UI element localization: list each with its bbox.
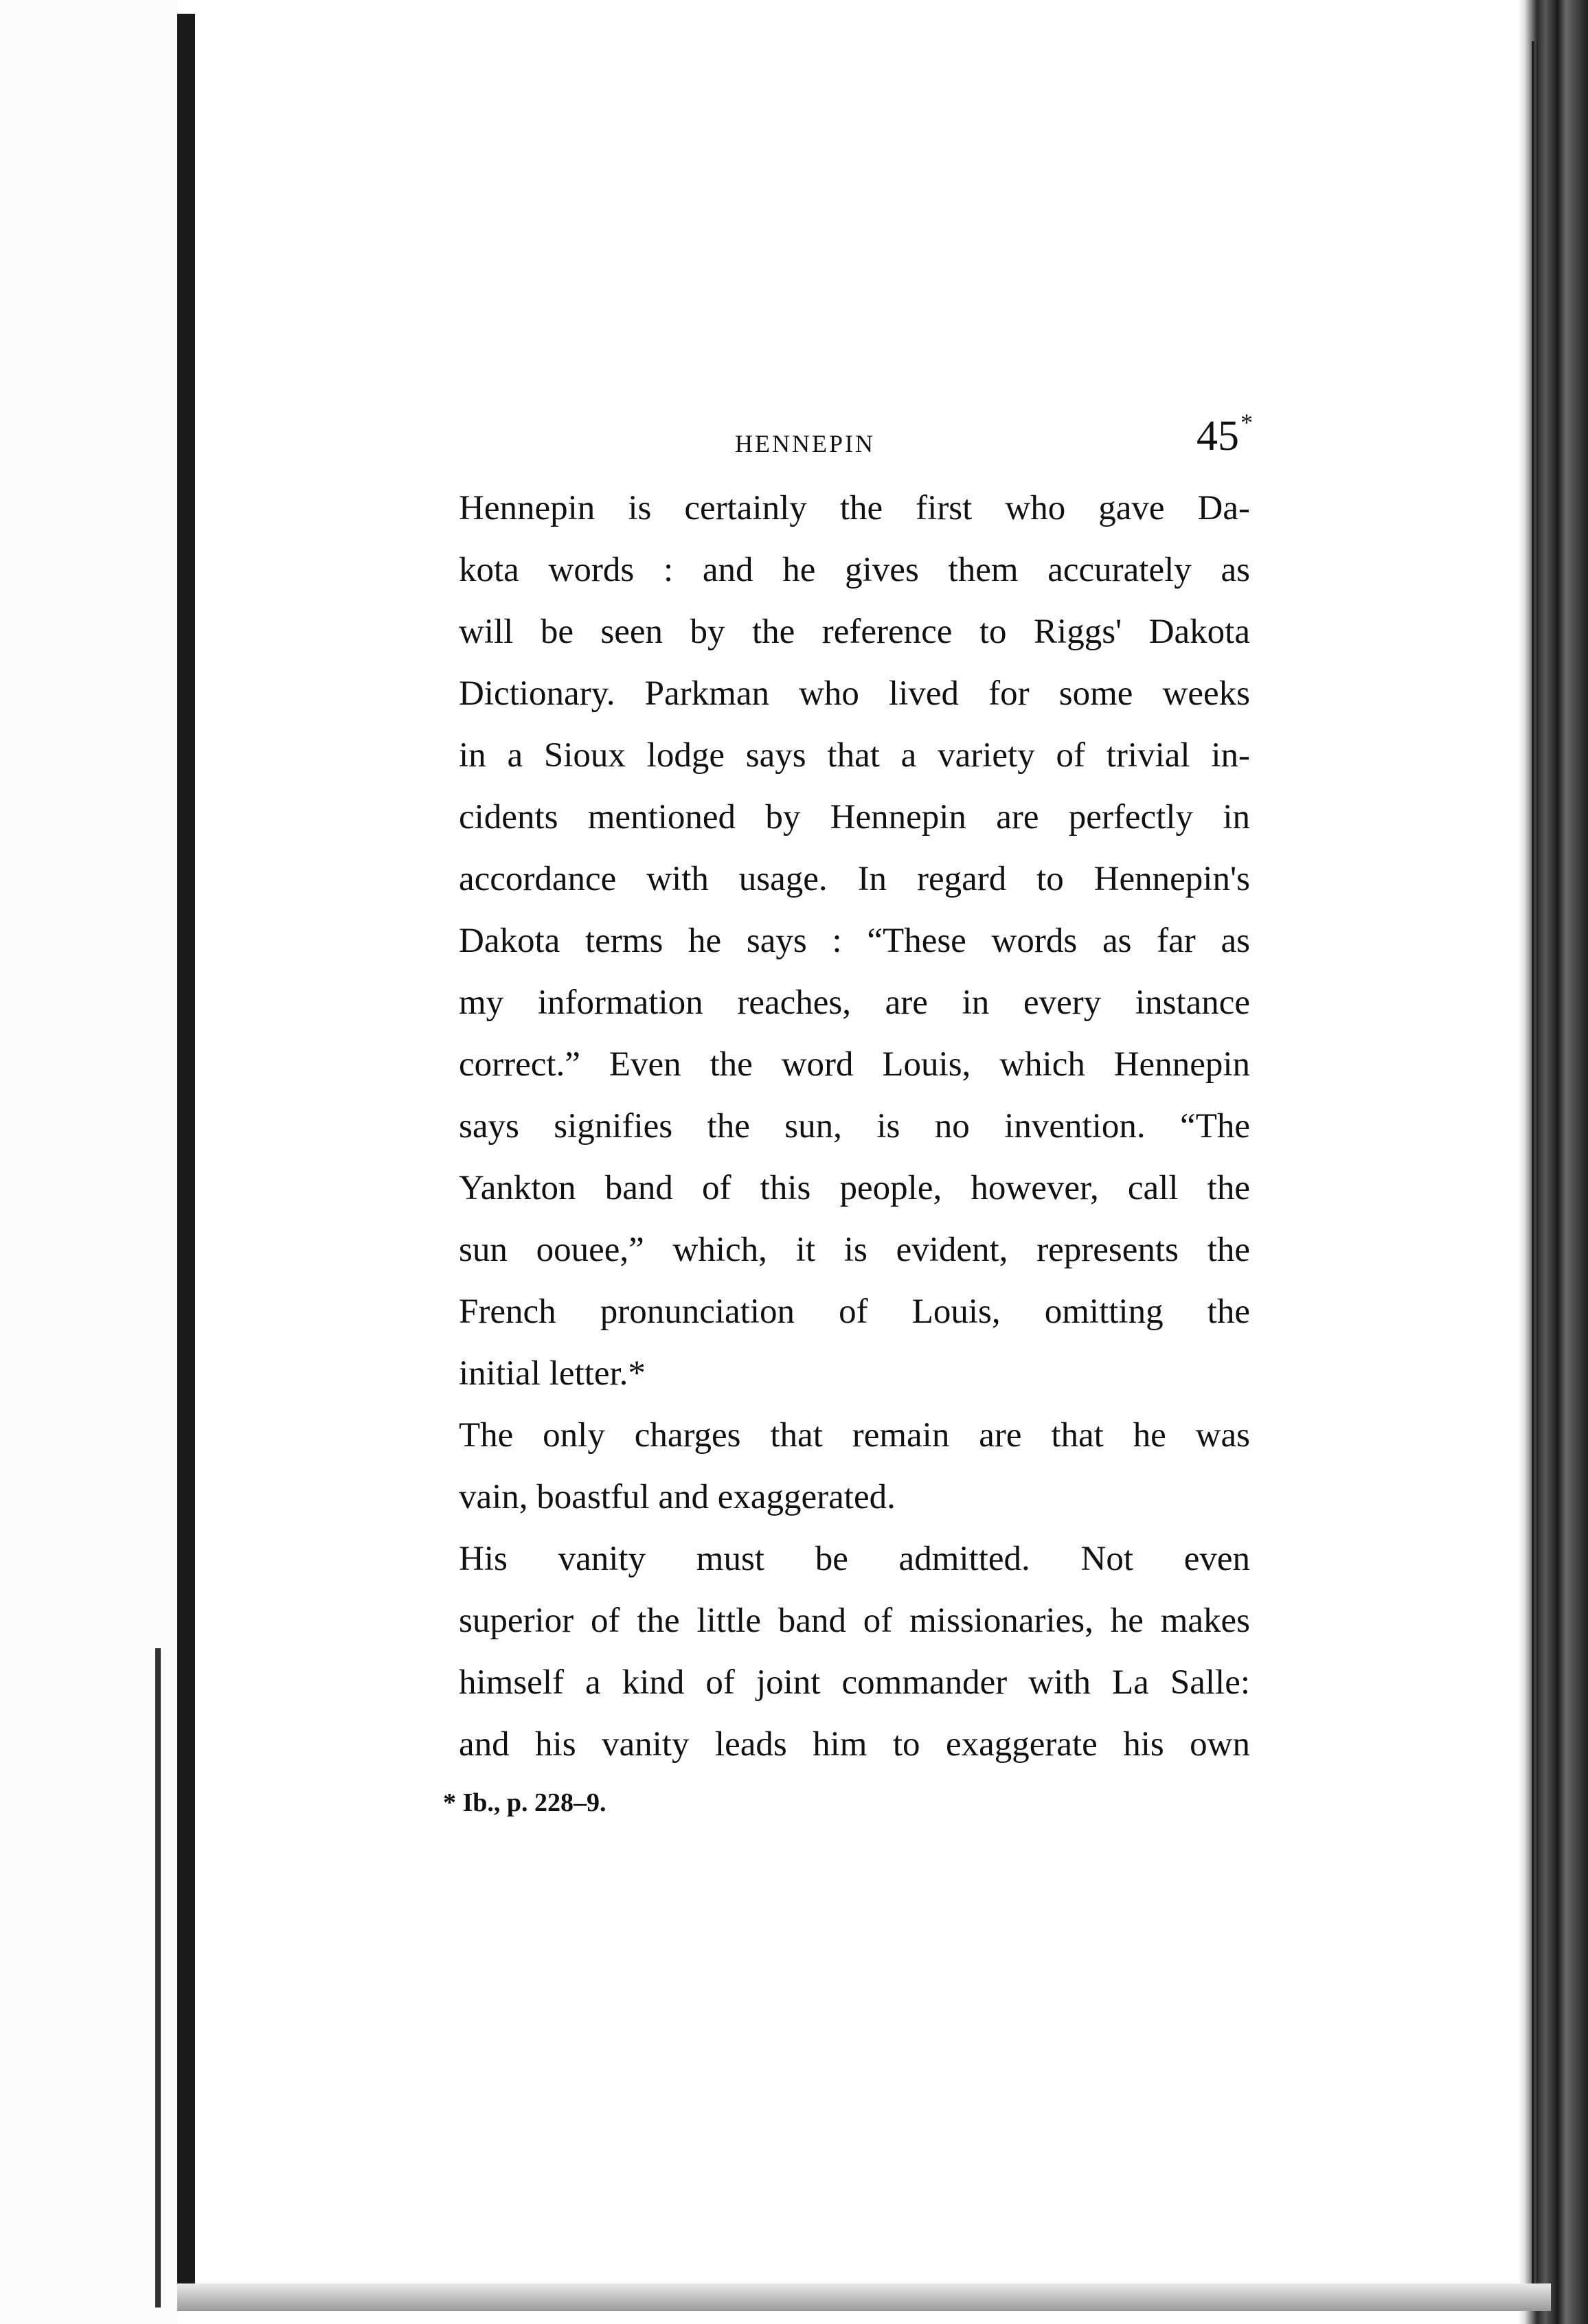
running-head: HENNEPIN: [735, 430, 875, 457]
text-line: my information reaches, are in every instance: [459, 983, 1250, 1022]
text-line: and his vanity leads him to exaggerate his own: [459, 1725, 1250, 1764]
facing-page-edge: [0, 0, 177, 2324]
text-line: sun oouee,” which, it is evident, represents the: [459, 1231, 1250, 1269]
text-line: Dakota terms he says : “These words as far as: [459, 922, 1250, 960]
text-line: initial letter.*: [459, 1354, 646, 1393]
text-line: vain, boastful and exaggerated.: [459, 1478, 896, 1516]
text-line: will be seen by the reference to Riggs' Dakota: [459, 613, 1250, 651]
text-line: cidents mentioned by Hennepin are perfectly in: [459, 798, 1250, 836]
page-number: [1196, 409, 1253, 461]
text-line: superior of the little band of missionaries, he makes: [459, 1602, 1250, 1640]
book-gutter: [177, 14, 195, 2294]
page-bottom-shadow: [177, 2283, 1551, 2311]
page-content: [405, 409, 1253, 1818]
text-line: kota words : and he gives them accurately as: [459, 551, 1250, 589]
text-line: Hennepin is certainly the first who gave Da-: [459, 489, 1250, 527]
text-line: The only charges that remain are that he was: [459, 1416, 1250, 1455]
page-number-value: 45: [1196, 413, 1239, 459]
facing-page-edge-line: [155, 1648, 161, 2308]
page-edge-line: [1532, 41, 1534, 2287]
page-header: [405, 409, 1253, 477]
text-line: himself a kind of joint commander with La Salle:: [459, 1663, 1250, 1702]
text-line: in a Sioux lodge says that a variety of trivial in-: [459, 736, 1250, 775]
footnote: * Ib., p. 228–9.: [443, 1788, 606, 1817]
text-line: His vanity must be admitted. Not even: [459, 1540, 1250, 1578]
book-edge-right: [1518, 0, 1588, 2324]
text-line: correct.” Even the word Louis, which Hennepin: [459, 1045, 1250, 1084]
text-line: accordance with usage. In regard to Hennepin's: [459, 860, 1250, 898]
text-line: Yankton band of this people, however, call the: [459, 1169, 1250, 1207]
text-line: Dictionary. Parkman who lived for some weeks: [459, 674, 1250, 713]
page-number-mark: *: [1240, 409, 1253, 436]
paragraph-3: [405, 1528, 1250, 1775]
text-line: says signifies the sun, is no invention. “The: [459, 1107, 1250, 1146]
paragraph-1: [405, 477, 1250, 1404]
text-line: French pronunciation of Louis, omitting the: [459, 1292, 1250, 1331]
paragraph-2: [405, 1404, 1250, 1528]
